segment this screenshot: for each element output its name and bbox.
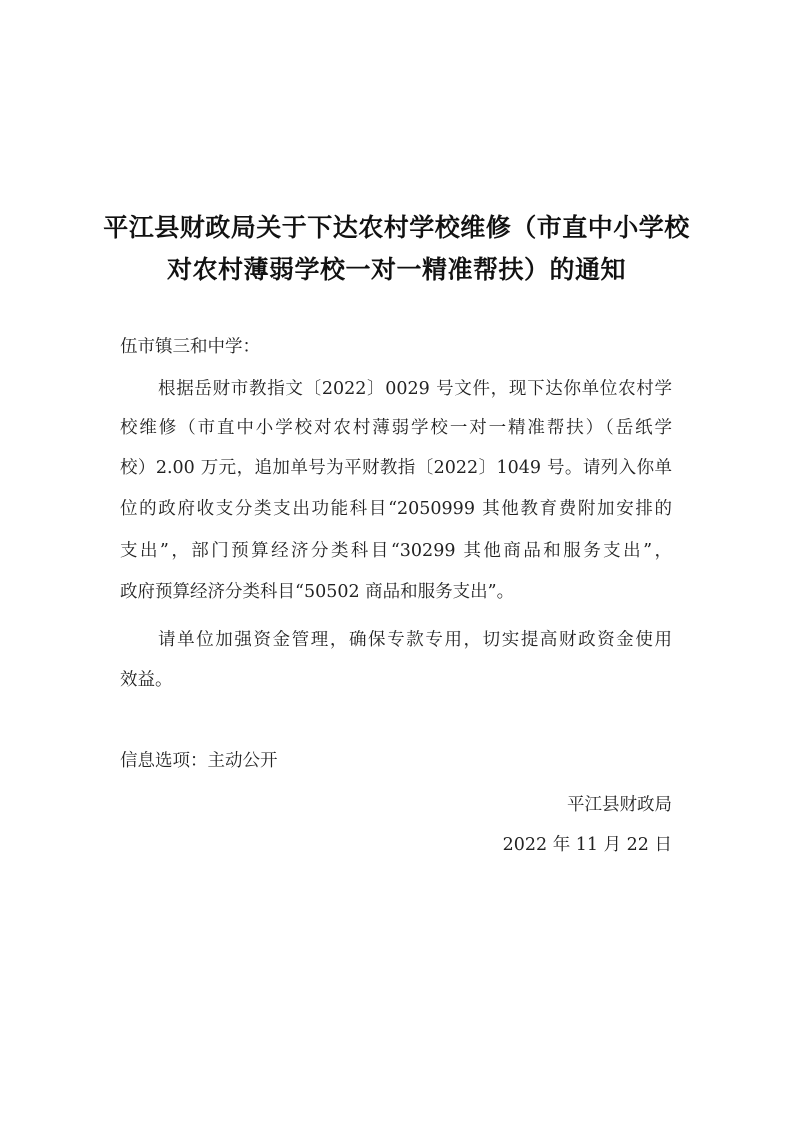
body-paragraph-2-line-1: 请单位加强资金管理，确保专款专用，切实提高财政资金使用 [158,630,672,650]
body-paragraph-1-line-2: 校维修（市直中小学校对农村薄弱学校一对一精准帮扶）（岳纸学 [120,418,672,438]
body-paragraph-1-line-5: 支出”，部门预算经济分类科目“30299 其他商品和服务支出”， [120,541,672,561]
document-title-line-2: 对农村薄弱学校一对一精准帮扶）的通知 [166,255,626,284]
disclosure-option: 信息选项：主动公开 [120,751,278,771]
body-paragraph-1-line-3: 校）2.00 万元，追加单号为平财教指〔2022〕1049 号。请列入你单 [120,458,672,478]
body-paragraph-1-line-1: 根据岳财市教指文〔2022〕0029 号文件，现下达你单位农村学 [158,379,672,399]
body-paragraph-1-line-4: 位的政府收支分类支出功能科目“2050999 其他教育费附加安排的 [120,499,672,519]
issuer-signature: 平江县财政局 [567,795,672,815]
body-paragraph-1-line-6: 政府预算经济分类科目“50502 商品和服务支出”。 [120,582,515,602]
document-title-line-1: 平江县财政局关于下达农村学校维修（市直中小学校 [103,213,690,242]
body-paragraph-2-line-2: 效益。 [120,670,173,690]
salutation: 伍市镇三和中学： [120,337,260,357]
issue-date: 2022 年 11 月 22 日 [502,835,672,855]
